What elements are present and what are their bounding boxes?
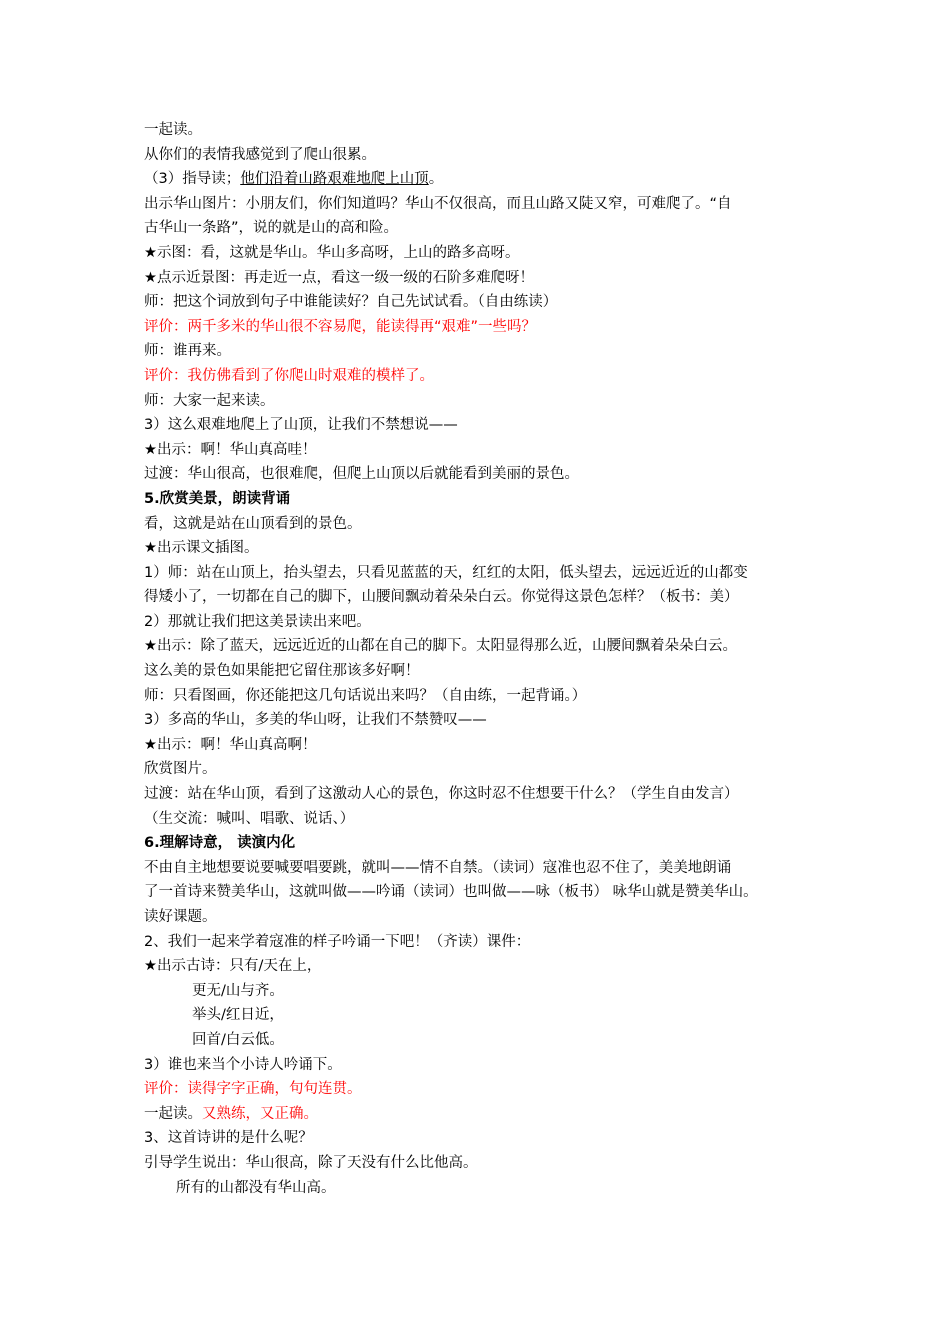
text-line: [144, 1102, 824, 1127]
text-line: 3）谁也来当个小诗人吟诵下。: [144, 1056, 342, 1073]
text-line: ★出示课文插图。: [144, 540, 259, 557]
text-line: 师：把这个词放到句子中谁能读好？自己先试试看。（自由练读）: [144, 294, 558, 311]
text-line: ★出示：除了蓝天，远远近近的山都在自己的脚下。太阳显得那么近，山腰间飘着朵朵白云。: [144, 638, 737, 655]
text-span: 。: [428, 171, 444, 188]
text-line: 一起读。: [144, 122, 202, 138]
underlined-sentence: 他们沿着山路艰难地爬上山顶: [240, 171, 429, 188]
text-line: ★出示：啊！华山真高哇！: [144, 441, 317, 458]
poem-line: 回首/白云低。: [192, 1031, 284, 1048]
text-line: 引导学生说出：华山很高，除了天没有什么比他高。: [144, 1154, 478, 1171]
text-line: 2）那就让我们把这美景读出来吧。: [144, 613, 371, 630]
text-line: 了一首诗来赞美华山，这就叫做——吟诵（读词）也叫做——咏（板书） 咏华山就是赞美华山。: [144, 884, 758, 901]
evaluation-line: 评价：我仿佛看到了你爬山时艰难的模样了。: [144, 367, 434, 384]
section-heading: 6.理解诗意， 读演内化: [144, 835, 296, 852]
text-line: 古华山一条路”，说的就是山的高和险。: [144, 220, 399, 237]
text-line: 过渡：华山很高，也很难爬，但爬上山顶以后就能看到美丽的景色。: [144, 466, 579, 483]
evaluation-line: 评价：两千多米的华山很不容易爬，能读得再“艰难”一些吗？: [144, 318, 537, 335]
text-line: 不由自主地想要说要喊要唱要跳，就叫——情不自禁。（读词）寇准也忍不住了，美美地朗诵: [144, 859, 732, 876]
text-line: 这么美的景色如果能把它留住那该多好啊！: [144, 663, 420, 680]
poem-line: 举头/红日近，: [192, 1007, 284, 1024]
text-line: 3）这么艰难地爬上了山顶，让我们不禁想说——: [144, 417, 458, 434]
text-line: 所有的山都没有华山高。: [176, 1179, 336, 1196]
poem-line: ★出示古诗：只有/天在上，: [144, 958, 322, 975]
text-line: 3）多高的华山，多美的华山呀，让我们不禁赞叹——: [144, 712, 487, 729]
text-line: ★点示近景图：再走近一点，看这一级一级的石阶多难爬呀！: [144, 269, 534, 286]
evaluation-line: 评价：读得字字正确，句句连贯。: [144, 1081, 362, 1098]
text-line: 从你们的表情我感觉到了爬山很累。: [144, 146, 376, 163]
poem-line: 更无/山与齐。: [192, 982, 284, 999]
text-line: 1）师：站在山顶上，抬头望去，只看见蓝蓝的天，红红的太阳，低头望去，远远近近的山都变: [144, 564, 748, 581]
text-line: 得矮小了，一切都在自己的脚下，山腰间飘动着朵朵白云。你觉得这景色怎样？（板书：美）: [144, 589, 739, 606]
text-line: 3、这首诗讲的是什么呢？: [144, 1130, 313, 1147]
text-line: 看，这就是站在山顶看到的景色。: [144, 515, 362, 532]
text-line: ★示图：看，这就是华山。华山多高呀，上山的路多高呀。: [144, 244, 520, 261]
text-line: [144, 167, 824, 192]
text-span: 一起读。: [144, 1105, 202, 1122]
evaluation-span: 又熟练，又正确。: [202, 1105, 318, 1122]
text-line: 2、我们一起来学着寇准的样子吟诵一下吧！（齐读）课件：: [144, 933, 531, 950]
text-span: （3）指导读；: [144, 171, 241, 188]
text-line: 读好课题。: [144, 909, 217, 925]
text-line: ★出示：啊！华山真高啊！: [144, 736, 317, 753]
text-line: 欣赏图片。: [144, 761, 217, 778]
text-line: 出示华山图片：小朋友们，你们知道吗？华山不仅很高，而且山路又陡又窄，可难爬了。“自: [144, 195, 732, 212]
text-line: 师：大家一起来读。: [144, 392, 275, 409]
document-page: [144, 118, 824, 1200]
text-line: （生交流：喊叫、唱歌、说话、）: [144, 810, 355, 827]
text-line: 师：只看图画，你还能把这几句话说出来吗？（自由练，一起背诵。）: [144, 687, 587, 704]
text-line: 过渡：站在华山顶，看到了这激动人心的景色，你这时忍不住想要干什么？（学生自由发言）: [144, 786, 739, 803]
section-heading: 5.欣赏美景，朗读背诵: [144, 490, 291, 507]
text-line: 师：谁再来。: [144, 343, 231, 360]
